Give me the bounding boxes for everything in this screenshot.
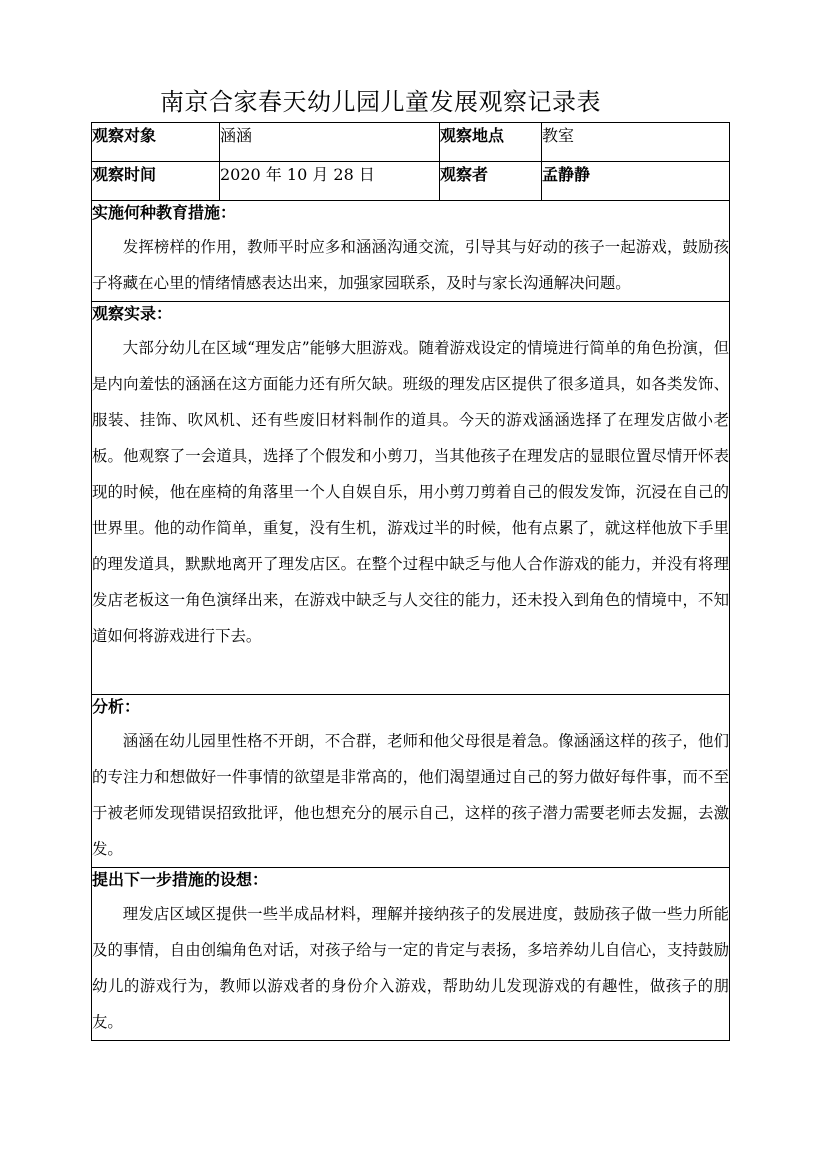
- section-body: 发挥榜样的作用，教师平时应多和涵涵沟通交流，引导其与好动的孩子一起游戏，鼓励孩子将藏在心里的情绪情感表达出来，加强家园联系，及时与家长沟通解决问题。: [92, 238, 729, 292]
- section-body: 涵涵在幼儿园里性格不开朗，不合群，老师和他父母很是着急。像涵涵这样的孩子，他们的专注力和想做好一件事情的欲望是非常高的，他们渴望通过自己的努力做好每件事，而不至于被老师发现错误招致批评，他也想充分的展示自己，这样的孩子潜力需要老师去发掘，去激发。: [92, 732, 729, 858]
- observer-value: 孟静静: [542, 162, 730, 201]
- section-body: 理发店区域区提供一些半成品材料，理解并接纳孩子的发展进度，鼓励孩子做一些力所能及的事情，自由创编角色对话，对孩子给与一定的肯定与表扬，多培养幼儿自信心，支持鼓励幼儿的游戏行为，教师以游戏者的身份介入游戏，帮助幼儿发现游戏的有趣性，做孩子的朋友。: [92, 905, 729, 1031]
- section-analysis: [92, 695, 730, 868]
- time-label: 观察时间: [92, 162, 220, 201]
- section-observation: [92, 302, 730, 695]
- info-row-time: [92, 162, 730, 201]
- section-heading: 观察实录：: [92, 304, 173, 323]
- section-heading: 实施何种教育措施：: [92, 203, 237, 222]
- subject-value: 涵涵: [220, 123, 440, 162]
- page-title: 南京合家春天幼儿园儿童发展观察记录表: [160, 88, 601, 116]
- section-next-steps: [92, 868, 730, 1041]
- location-value: 教室: [542, 123, 730, 162]
- observation-record-table: [91, 122, 730, 1041]
- section-heading: 提出下一步措施的设想：: [92, 870, 269, 889]
- observer-label: 观察者: [440, 162, 542, 201]
- location-label: 观察地点: [440, 123, 542, 162]
- subject-label: 观察对象: [92, 123, 220, 162]
- time-value: 2020 年 10 月 28 日: [220, 162, 440, 201]
- section-heading: 分析：: [92, 697, 141, 716]
- section-body: 大部分幼儿在区域“理发店”能够大胆游戏。随着游戏设定的情境进行简单的角色扮演，但是内向羞怯的涵涵在这方面能力还有所欠缺。班级的理发店区提供了很多道具，如各类发饰、服装、挂饰、吹风机、还有些废旧材料制作的道具。今天的游戏涵涵选择了在理发店做小老板。他观察了一会道具，选择了个假发和小剪刀，当其他孩子在理发店的显眼位置尽情开怀表现的时候，他在座椅的角落里一个人自娱自乐，用小剪刀剪着自己的假发发饰，沉浸在自己的世界里。他的动作简单，重复，没有生机，游戏过半的时候，他有点累了，就这样他放下手里的理发道具，默默地离开了理发店区。在整个过程中缺乏与他人合作游戏的能力，并没有将理发店老板这一角色演绎出来，在游戏中缺乏与人交往的能力，还未投入到角色的情境中，不知道如何将游戏进行下去。: [92, 339, 729, 645]
- info-row-subject: [92, 123, 730, 162]
- section-measures: [92, 201, 730, 302]
